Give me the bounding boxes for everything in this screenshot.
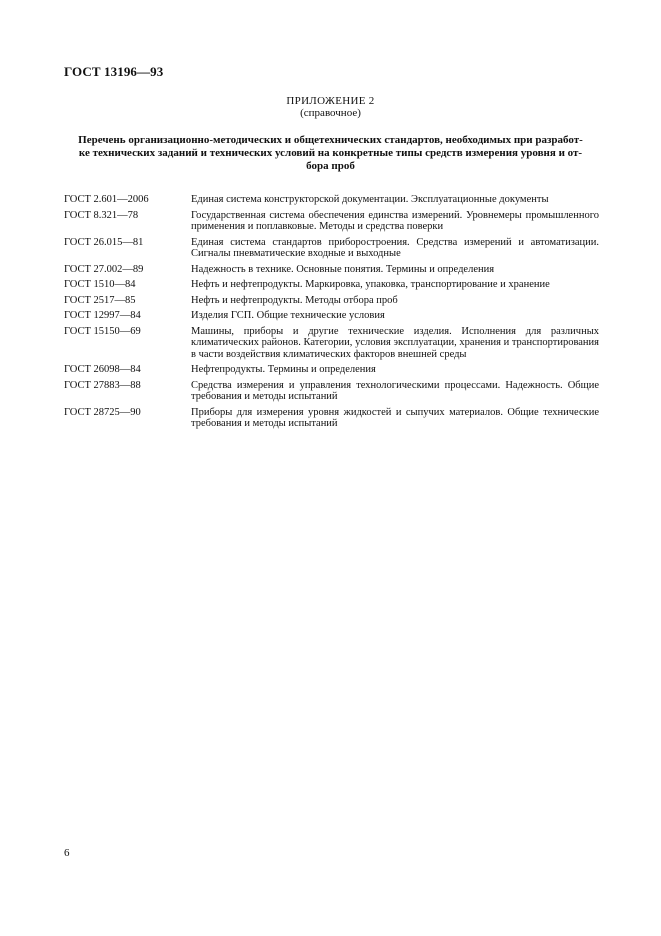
standard-title: Средства измерения и управления технологическими процессами. Надежность. Общие требования и методы испытаний bbox=[191, 379, 599, 402]
appendix-subtitle: (справочное) bbox=[300, 107, 361, 119]
table-row bbox=[64, 264, 599, 280]
standard-title: Единая система конструкторской документации. Эксплуатационные документы bbox=[191, 194, 549, 205]
standard-title: Нефть и нефтепродукты. Методы отбора проб bbox=[191, 294, 398, 306]
standard-title: Надежность в технике. Основные понятия. Термины и определения bbox=[191, 263, 495, 275]
standard-code: ГОСТ 12997—84 bbox=[64, 310, 141, 321]
table-row bbox=[64, 295, 599, 311]
standard-code: ГОСТ 1510—84 bbox=[64, 279, 136, 290]
standard-code: ГОСТ 8.321—78 bbox=[64, 209, 139, 221]
section-heading-line: ке технических заданий и технических условий на конкретные типы средств измерения уровня и от- bbox=[78, 147, 583, 159]
standard-code: ГОСТ 26098—84 bbox=[64, 364, 141, 375]
table-row bbox=[64, 380, 599, 407]
standard-code: ГОСТ 27883—88 bbox=[64, 379, 141, 391]
section-heading bbox=[64, 134, 597, 173]
standard-title: Нефтепродукты. Термины и определения bbox=[191, 364, 376, 375]
table-row bbox=[64, 210, 599, 237]
standard-code: ГОСТ 27.002—89 bbox=[64, 263, 144, 275]
table-row bbox=[64, 237, 599, 264]
standard-title: Государственная система обеспечения единства измерений. Уровнемеры промышленного применения и поплавковые. Методы и средства поверки bbox=[191, 209, 599, 232]
standard-code: ГОСТ 15150—69 bbox=[64, 325, 141, 337]
table-row bbox=[64, 194, 599, 210]
section-heading-line: Перечень организационно-методических и общетехнических стандартов, необходимых при разработ- bbox=[78, 134, 583, 146]
appendix-block bbox=[0, 95, 661, 119]
table-row bbox=[64, 310, 599, 326]
table-row bbox=[64, 279, 599, 295]
standard-code: ГОСТ 28725—90 bbox=[64, 406, 141, 418]
standard-title: Единая система стандартов приборостроения. Средства измерений и автоматизации. Сигналы пневматические входные и выходные bbox=[191, 236, 599, 259]
section-heading-line: бора проб bbox=[306, 160, 355, 172]
appendix-title: ПРИЛОЖЕНИЕ 2 bbox=[286, 95, 375, 107]
standard-title: Нефть и нефтепродукты. Маркировка, упаковка, транспортирование и хранение bbox=[191, 279, 550, 290]
standard-title: Приборы для измерения уровня жидкостей и сыпучих материалов. Общие технические требования и методы испытаний bbox=[191, 406, 599, 429]
standard-code: ГОСТ 2517—85 bbox=[64, 294, 136, 306]
standard-title: Машины, приборы и другие технические изделия. Исполнения для различных климатических районов. Категории, условия эксплуатации, хранения и транспортирования в части воздействия климатических факторов внешней среды bbox=[191, 325, 599, 360]
document-code: ГОСТ 13196—93 bbox=[64, 64, 164, 79]
table-row bbox=[64, 364, 599, 380]
table-row bbox=[64, 407, 599, 434]
standard-title: Изделия ГСП. Общие технические условия bbox=[191, 310, 385, 321]
standards-table bbox=[64, 194, 599, 434]
standard-code: ГОСТ 2.601—2006 bbox=[64, 194, 149, 205]
standard-code: ГОСТ 26.015—81 bbox=[64, 236, 144, 248]
page-number: 6 bbox=[64, 847, 70, 859]
table-row bbox=[64, 326, 599, 365]
